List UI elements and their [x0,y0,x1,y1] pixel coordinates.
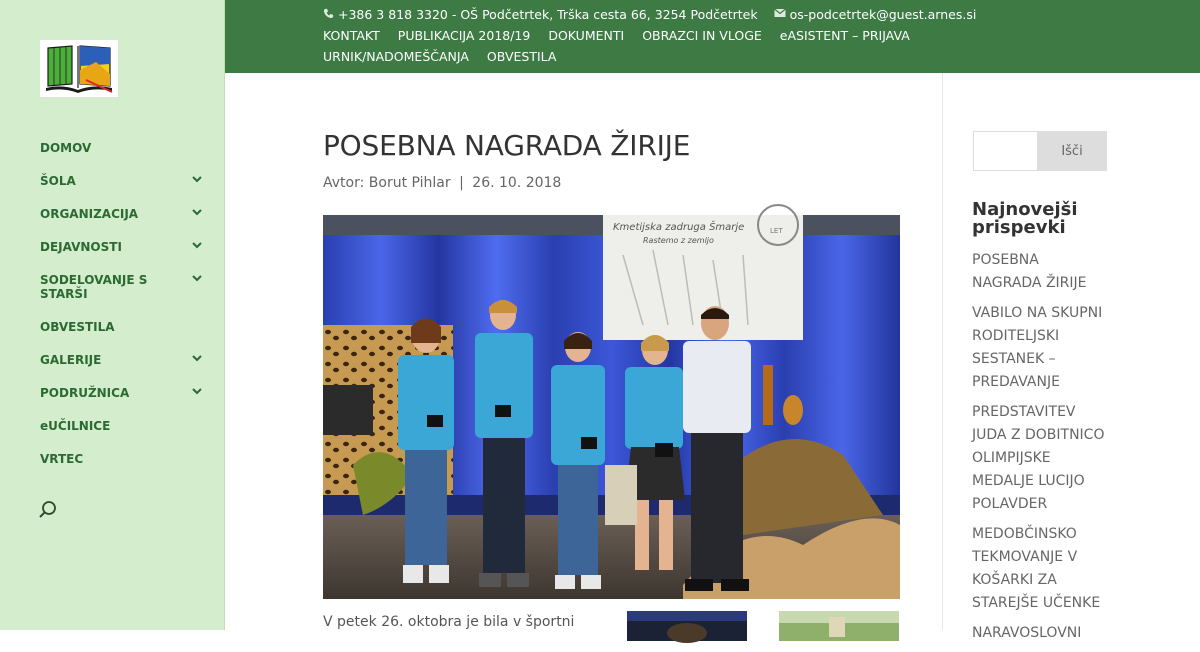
menu-item-label: OBVESTILA [40,320,115,334]
post-excerpt: V petek 26. oktobra je bila v športni [323,614,575,630]
menu-item-vrtec[interactable] [40,452,210,466]
search-icon[interactable] [38,500,62,524]
phone-text[interactable]: +386 3 818 3320 - OŠ Podčetrtek, Trška cesta 66, 3254 Podčetrtek [338,7,758,22]
menu-item-eucilnice[interactable] [40,419,210,433]
menu-item-organizacija[interactable] [40,207,210,221]
recent-posts-list [972,249,1112,652]
recent-post-link[interactable]: NARAVOSLOVNI [972,625,1082,641]
menu-item-label: ŠOLA [40,174,76,188]
chevron-down-icon[interactable] [192,207,202,221]
gallery-thumbnail[interactable] [627,611,747,641]
menu-item-label: PODRUŽNICA [40,386,130,400]
nav-urnik[interactable]: URNIK/NADOMEŠČANJA [323,49,469,64]
nav-obrazci[interactable]: OBRAZCI IN VLOGE [642,28,762,43]
nav-obvestila[interactable]: OBVESTILA [486,49,557,64]
author-prefix: Avtor: [323,175,365,191]
meta-separator: | [459,175,464,191]
search-form [973,131,1107,171]
menu-item-label: eUČILNICE [40,419,111,433]
nav-easistent[interactable]: eASISTENT – PRIJAVA [779,28,910,43]
menu-item-label: SODELOVANJE S STARŠI [40,273,148,301]
author-link[interactable]: Borut Pihlar [368,175,451,191]
menu-item-label: VRTEC [40,452,84,466]
menu-item-label: ORGANIZACIJA [40,207,139,221]
content-divider [942,73,943,630]
photo-badge: LET [770,227,783,235]
post-content [323,73,900,630]
menu-item-label: DEJAVNOSTI [40,240,122,254]
recent-post-link[interactable]: PREDSTAVITEV JUDA Z DOBITNICO OLIMPIJSKE MEDALJE LUCIJO POLAVDER [972,404,1105,512]
gallery-thumbnail[interactable] [779,611,899,641]
menu-item-label: GALERIJE [40,353,102,367]
envelope-icon [774,8,786,21]
search-button[interactable]: Išči [1037,131,1107,171]
post-meta [323,175,561,191]
menu-item-dejavnosti[interactable] [40,240,210,254]
chevron-down-icon[interactable] [192,273,202,287]
top-header [225,0,1200,73]
photo-banner-line2: Rastemo z zemljo [643,236,714,245]
school-book-logo-icon [40,40,118,97]
search-input[interactable] [973,131,1037,171]
menu-item-podruznica[interactable] [40,386,210,400]
recent-post-link[interactable]: MEDOBČINSKO TEKMOVANJE V KOŠARKI ZA STAREJŠE UČENKE [972,526,1101,611]
contact-info [323,7,976,22]
recent-posts-title: Najnovejši prispevki [972,199,1078,238]
chevron-down-icon[interactable] [192,353,202,367]
chevron-down-icon[interactable] [192,386,202,400]
left-sidebar [0,0,225,630]
top-navigation [323,29,1043,64]
nav-publikacija[interactable]: PUBLIKACIJA 2018/19 [397,28,531,43]
chevron-down-icon[interactable] [192,174,202,188]
chevron-down-icon[interactable] [192,240,202,254]
right-sidebar [972,73,1200,641]
menu-item-obvestila[interactable] [40,320,210,334]
menu-item-sodelovanje[interactable] [40,273,210,301]
recent-post-link[interactable]: POSEBNA NAGRADA ŽIRIJE [972,252,1087,291]
post-title: POSEBNA NAGRADA ŽIRIJE [323,129,691,162]
menu-item-galerije[interactable] [40,353,210,367]
menu-item-label: DOMOV [40,141,92,155]
school-logo[interactable] [40,40,118,97]
featured-image[interactable] [323,215,900,599]
phone-icon [323,8,334,22]
nav-kontakt[interactable]: KONTAKT [323,28,380,43]
photo-banner-line1: Kmetijska zadruga Šmarje [613,222,745,233]
nav-dokumenti[interactable]: DOKUMENTI [548,28,625,43]
recent-post-link[interactable]: VABILO NA SKUPNI RODITELJSKI SESTANEK – PREDAVANJE [972,305,1103,390]
post-date: 26. 10. 2018 [472,175,562,191]
menu-item-domov[interactable] [40,141,210,155]
email-link[interactable]: os-podcetrtek@guest.arnes.si [789,7,977,22]
main-menu [40,141,210,466]
menu-item-sola[interactable] [40,174,210,188]
